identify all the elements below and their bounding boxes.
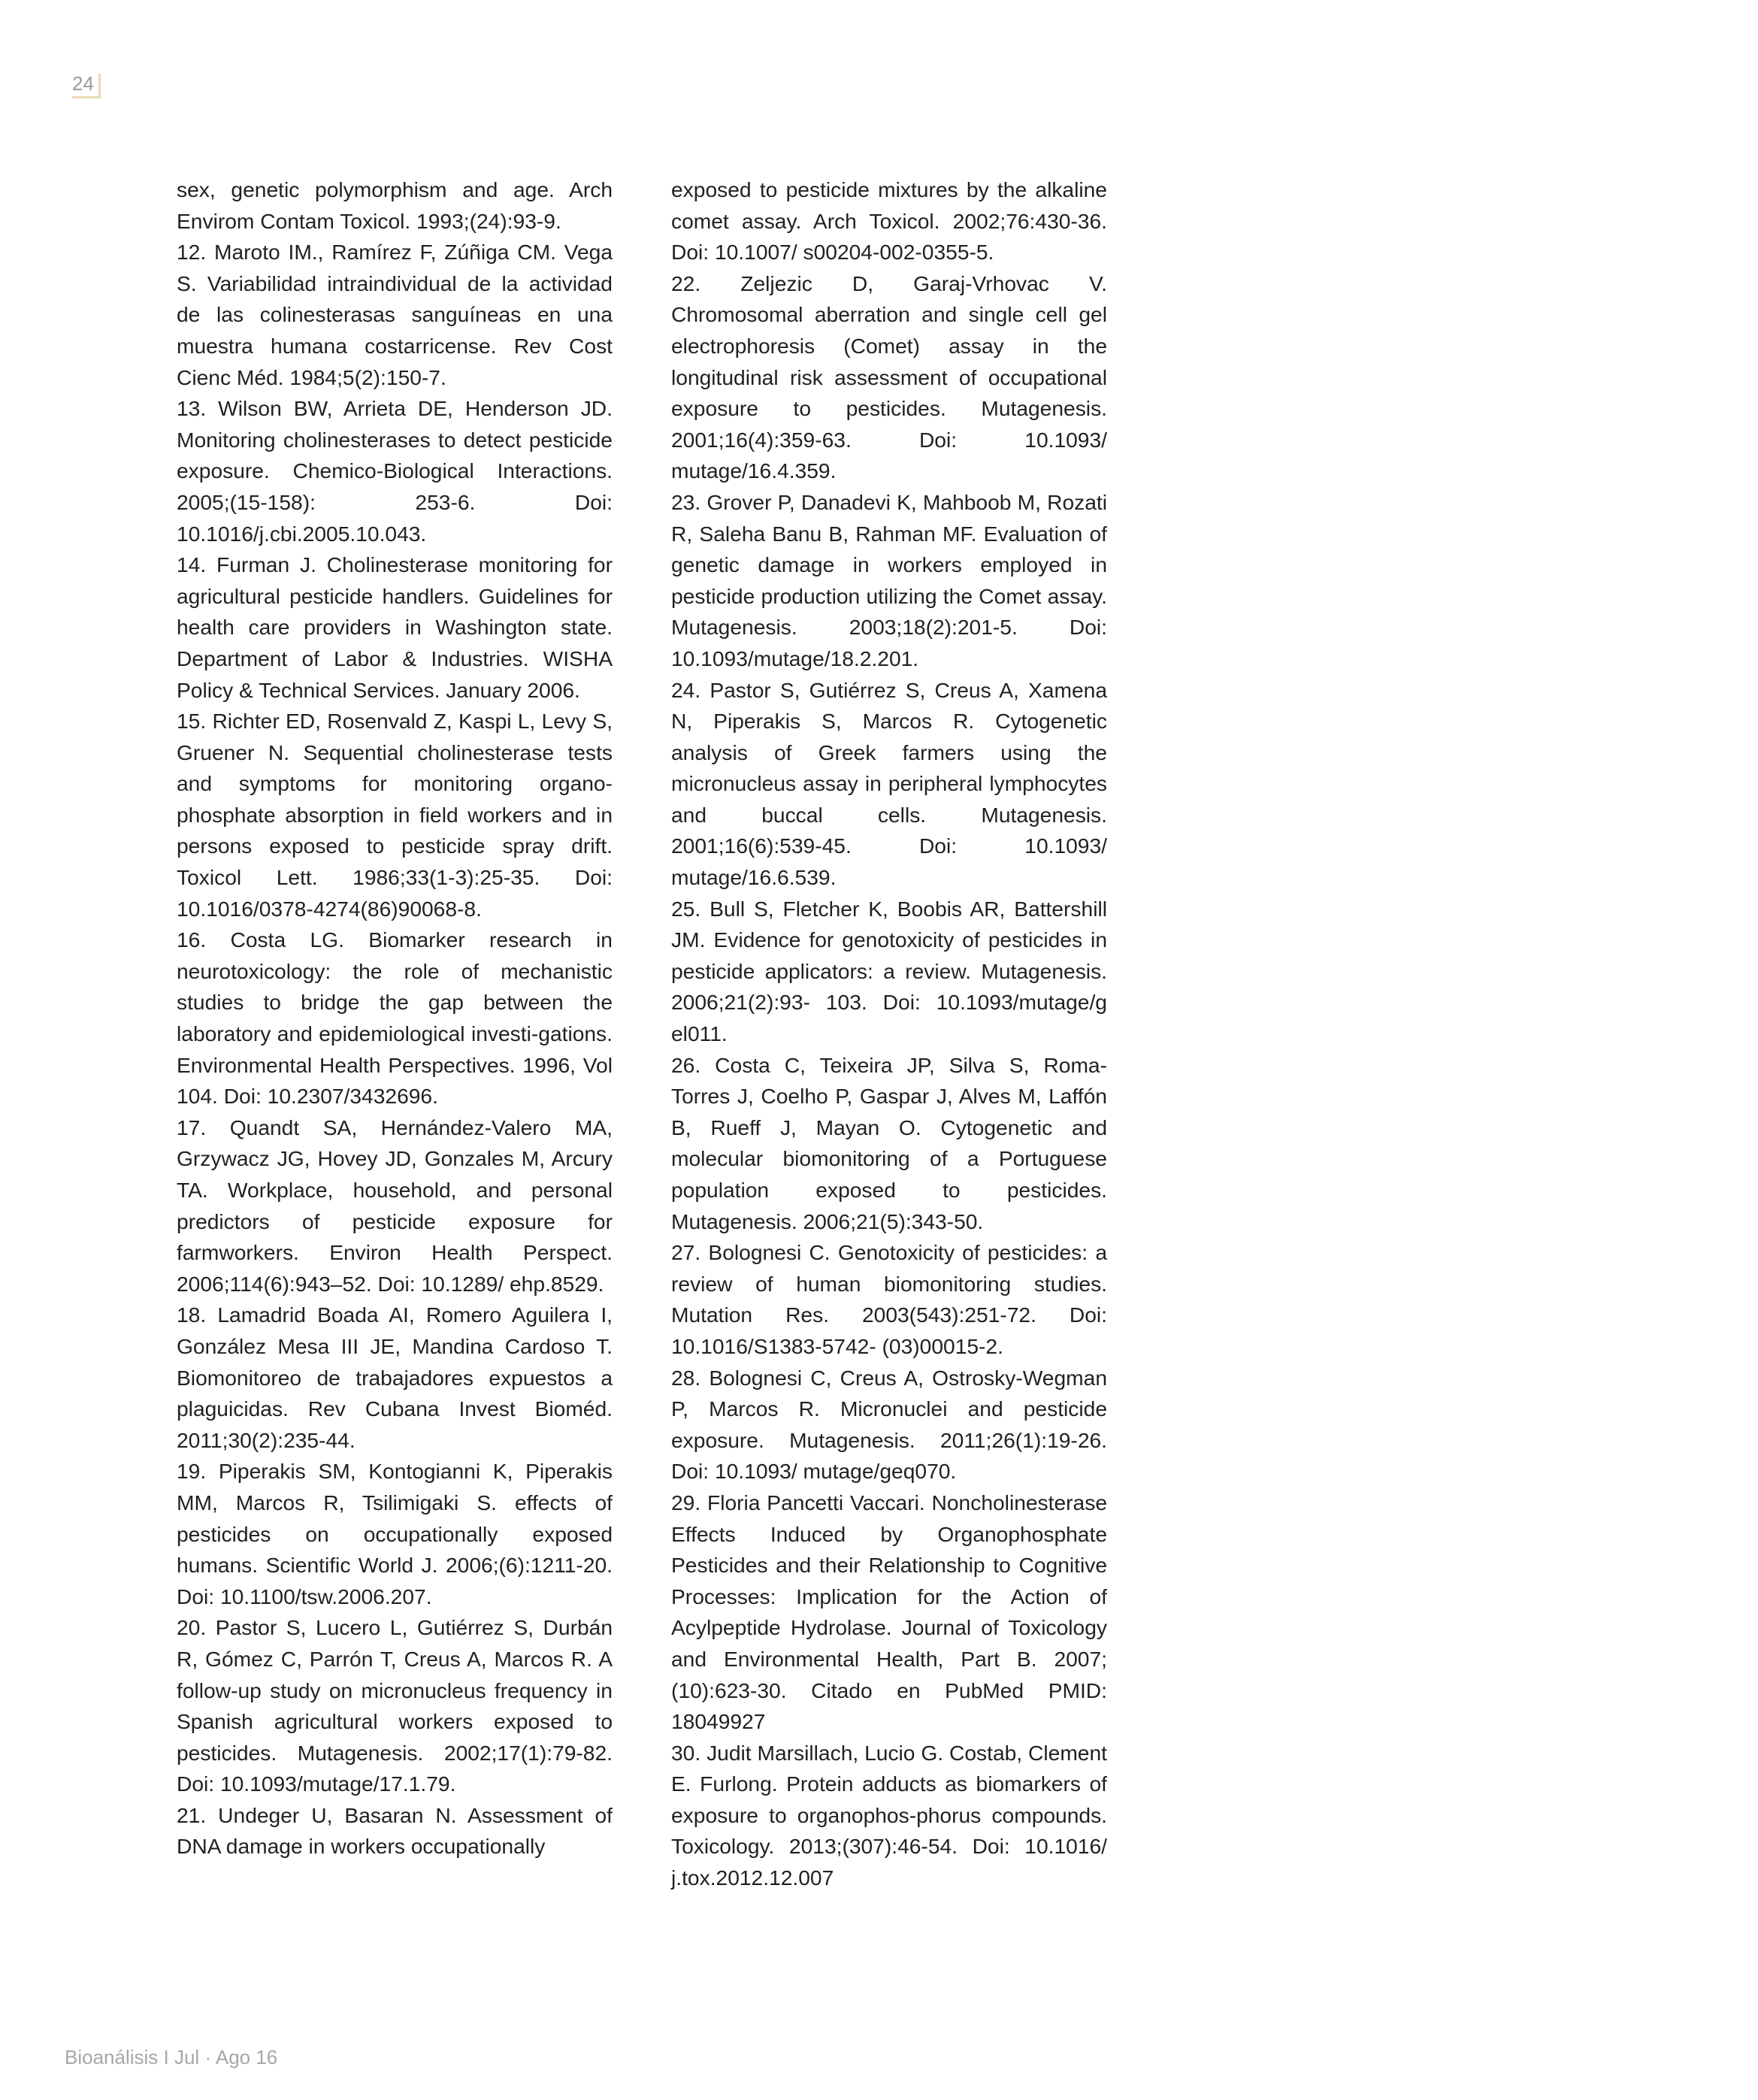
references-left-column bbox=[177, 174, 613, 1862]
reference-entry: 12. Maroto IM., Ramírez F, Zúñiga CM. Vega S. Variabilidad intraindividual de la actividad de las colinesterasas sanguíneas en una muestra humana costarricense. Rev Cost Cienc Méd. 1984;5(2):150-7. bbox=[177, 240, 613, 389]
reference-entry: 19. Piperakis SM, Kontogianni K, Piperakis MM, Marcos R, Tsilimigaki S. effects of pesticides on occupationally exposed humans. Scientific World J. 2006;(6):1211-20. Doi: 10.1100/tsw.2006.207. bbox=[177, 1459, 613, 1608]
reference-entry: sex, genetic polymorphism and age. Arch Envirom Contam Toxicol. 1993;(24):93-9. bbox=[177, 177, 613, 233]
reference-entry: 17. Quandt SA, Hernández-Valero MA, Grzywacz JG, Hovey JD, Gonzales M, Arcury TA. Workplace, household, and personal predictors of pesticide exposure for farmworkers. Environ Health Perspect. 2006;114(6):943–52. Doi: 10.1289/ ehp.8529. bbox=[177, 1115, 613, 1296]
reference-entry: 23. Grover P, Danadevi K, Mahboob M, Rozati R, Saleha Banu B, Rahman MF. Evaluation of genetic damage in workers employed in pesticide production utilizing the Comet assay. Mutagenesis. 2003;18(2):201-5. Doi: 10.1093/mutage/18.2.201. bbox=[671, 489, 1107, 670]
reference-entry: 29. Floria Pancetti Vaccari. Noncholinesterase Effects Induced by Organophosphate Pesticides and their Relationship to Cognitive Processes: Implication for the Action of Acylpeptide Hydrolase. Journal of Toxicology and Environmental Health, Part B. 2007;(10):623-30. Citado en PubMed PMID: 18049927 bbox=[671, 1490, 1107, 1734]
reference-entry: 14. Furman J. Cholinesterase monitoring for agricultural pesticide handlers. Guidelines for health care providers in Washington state. Department of Labor & Industries. WISHA Policy & Technical Services. January 2006. bbox=[177, 552, 613, 702]
references-right-column bbox=[671, 174, 1107, 1894]
reference-entry: 16. Costa LG. Biomarker research in neurotoxicology: the role of mechanistic studies to bridge the gap between the laboratory and epidemiological investi-gations. Environmental Health Perspectives. 1996, Vol 104. Doi: 10.2307/3432696. bbox=[177, 927, 613, 1109]
reference-entry: 22. Zeljezic D, Garaj-Vrhovac V. Chromosomal aberration and single cell gel electrophoresis (Comet) assay in the longitudinal risk assessment of occupational exposure to pesticides. Mutagenesis. 2001;16(4):359-63. Doi: 10.1093/ mutage/16.4.359. bbox=[671, 271, 1107, 483]
reference-entry: 30. Judit Marsillach, Lucio G. Costab, Clement E. Furlong. Protein adducts as biomarkers of exposure to organophos-phorus compounds. Toxicology. 2013;(307):46-54. Doi: 10.1016/ j.tox.2012.12.007 bbox=[671, 1740, 1107, 1890]
page-number: 24 bbox=[72, 74, 101, 98]
reference-entry: 26. Costa C, Teixeira JP, Silva S, Roma-Torres J, Coelho P, Gaspar J, Alves M, Laffón B, Rueff J, Mayan O. Cytogenetic and molecular biomonitoring of a Portuguese population exposed to pesticides. Mutagenesis. 2006;21(5):343-50. bbox=[671, 1052, 1107, 1233]
reference-entry: 13. Wilson BW, Arrieta DE, Henderson JD. Monitoring cholinesterases to detect pesticide exposure. Chemico-Biological Interactions. 2005;(15-158): 253-6. Doi: 10.1016/j.cbi.2005.10.043. bbox=[177, 396, 613, 546]
reference-entry: 25. Bull S, Fletcher K, Boobis AR, Battershill JM. Evidence for genotoxicity of pesticides in pesticide applicators: a review. Mutagenesis. 2006;21(2):93- 103. Doi: 10.1093/mutage/g el011. bbox=[671, 896, 1107, 1046]
reference-entry: exposed to pesticide mixtures by the alkaline comet assay. Arch Toxicol. 2002;76:430-36. Doi: 10.1007/ s00204-002-0355-5. bbox=[671, 177, 1107, 265]
reference-entry: 18. Lamadrid Boada AI, Romero Aguilera I, González Mesa III JE, Mandina Cardoso T. Biomonitoreo de trabajadores expuestos a plaguicidas. Rev Cubana Invest Bioméd. 2011;30(2):235-44. bbox=[177, 1303, 613, 1452]
reference-entry: 15. Richter ED, Rosenvald Z, Kaspi L, Levy S, Gruener N. Sequential cholinesterase tests and symptoms for monitoring organo-phosphate absorption in field workers and in persons exposed to pesticide spray drift. Toxicol Lett. 1986;33(1-3):25-35. Doi: 10.1016/0378-4274(86)90068-8. bbox=[177, 709, 613, 921]
page-footer: Bioanálisis I Jul · Ago 16 bbox=[65, 2046, 278, 2068]
reference-entry: 28. Bolognesi C, Creus A, Ostrosky-Wegman P, Marcos R. Micronuclei and pesticide exposure. Mutagenesis. 2011;26(1):19-26. Doi: 10.1093/ mutage/geq070. bbox=[671, 1365, 1107, 1484]
reference-entry: 27. Bolognesi C. Genotoxicity of pesticides: a review of human biomonitoring studies. Mutation Res. 2003(543):251-72. Doi: 10.1016/S1383-5742- (03)00015-2. bbox=[671, 1240, 1107, 1358]
reference-entry: 24. Pastor S, Gutiérrez S, Creus A, Xamena N, Piperakis S, Marcos R. Cytogenetic analysis of Greek farmers using the micronucleus assay in peripheral lymphocytes and buccal cells. Mutagenesis. 2001;16(6):539-45. Doi: 10.1093/ mutage/16.6.539. bbox=[671, 677, 1107, 890]
reference-entry: 21. Undeger U, Basaran N. Assessment of DNA damage in workers occupationally bbox=[177, 1802, 613, 1859]
reference-entry: 20. Pastor S, Lucero L, Gutiérrez S, Durbán R, Gómez C, Parrón T, Creus A, Marcos R. A follow-up study on micronucleus frequency in Spanish agricultural workers exposed to pesticides. Mutagenesis. 2002;17(1):79-82. Doi: 10.1093/mutage/17.1.79. bbox=[177, 1615, 613, 1796]
